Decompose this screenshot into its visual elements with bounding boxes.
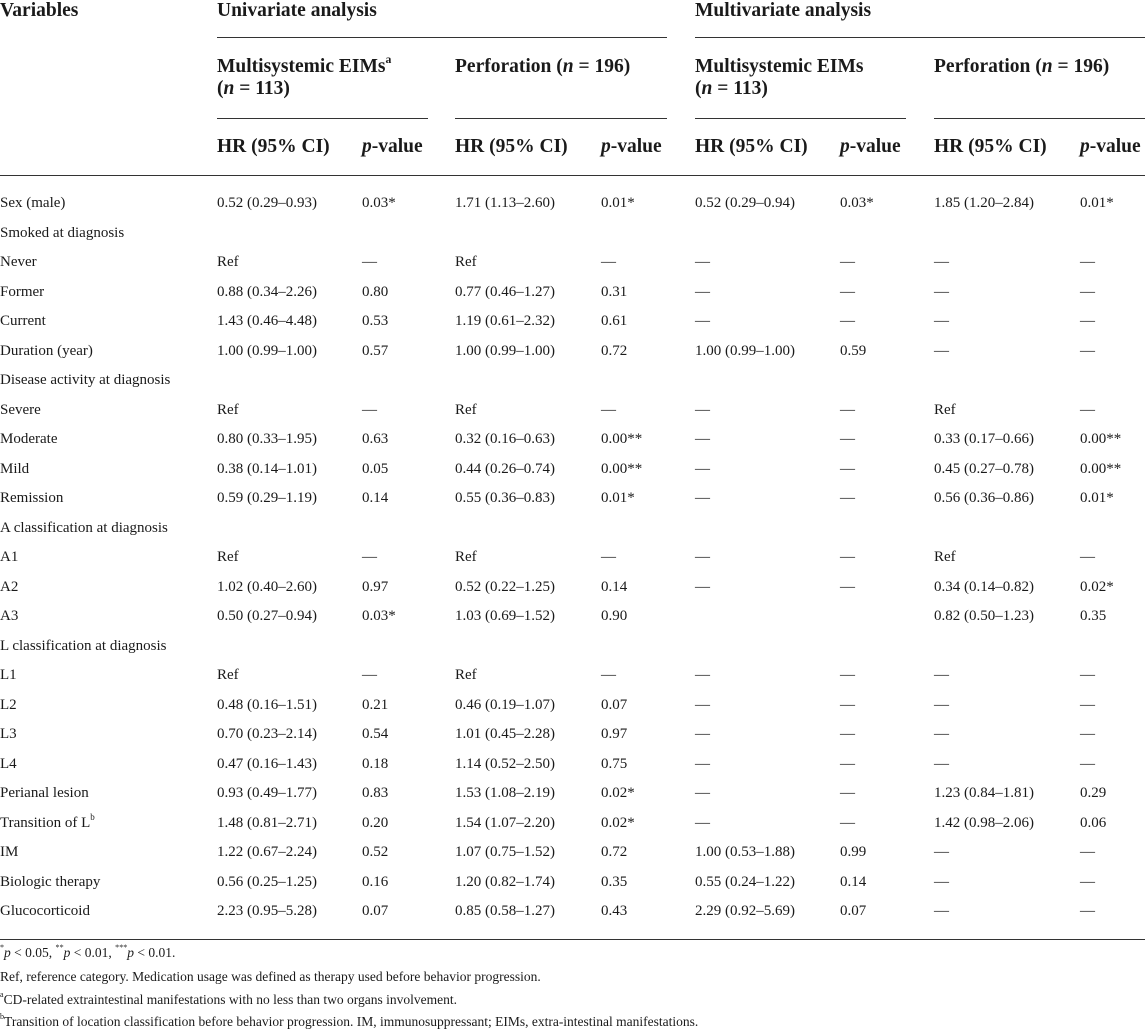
p-value-cell: —: [840, 254, 855, 270]
row-label: IM: [0, 844, 19, 860]
group-rule-3: [695, 118, 906, 119]
row-label: A3: [0, 608, 19, 624]
p-value-cell: 0.01*: [601, 195, 635, 211]
group-header-eims-multi: Multisystemic EIMs (n = 113): [695, 56, 864, 99]
hr-cell: 0.52 (0.29–0.93): [217, 195, 317, 211]
p-value-cell: 0.18: [362, 756, 389, 772]
p-value-cell: 0.14: [601, 579, 628, 595]
hr-cell: —: [934, 313, 949, 329]
p-value-cell: —: [1080, 844, 1095, 860]
p-value-cell: 0.02*: [601, 785, 635, 801]
hr-cell: Ref: [455, 549, 477, 565]
p-value-cell: —: [1080, 667, 1095, 683]
hr-cell: 0.52 (0.22–1.25): [455, 579, 555, 595]
p-value-cell: —: [601, 402, 616, 418]
p-value-cell: —: [362, 667, 377, 683]
hr-cell: 0.77 (0.46–1.27): [455, 284, 555, 300]
p-value-cell: —: [1080, 756, 1095, 772]
hr-cell: —: [934, 903, 949, 919]
footnote-ref: Ref, reference category. Medication usage was defined as therapy used before behavior progression.: [0, 969, 541, 984]
p-value-cell: —: [1080, 343, 1095, 359]
p-value-cell: —: [1080, 726, 1095, 742]
row-label: Disease activity at diagnosis: [0, 372, 171, 388]
header-bottom-rule: [0, 175, 1145, 176]
hr-cell: 1.00 (0.99–1.00): [217, 343, 317, 359]
hr-cell: —: [934, 343, 949, 359]
p-value-cell: 0.80: [362, 284, 389, 300]
group-header-perforation-uni: Perforation (n = 196): [455, 56, 631, 77]
p-value-cell: —: [362, 402, 377, 418]
footnote-significance: *p < 0.05, **p < 0.01, ***p < 0.01.: [0, 943, 176, 960]
row-label: L1: [0, 667, 17, 683]
row-label: Duration (year): [0, 343, 93, 359]
hr-cell: Ref: [455, 667, 477, 683]
row-label: Severe: [0, 402, 41, 418]
p-value-cell: 0.20: [362, 815, 389, 831]
hr-cell: 0.55 (0.36–0.83): [455, 490, 555, 506]
row-label: L4: [0, 756, 17, 772]
p-value-header: p-value: [840, 136, 901, 157]
row-label: A classification at diagnosis: [0, 520, 168, 536]
p-value-cell: 0.53: [362, 313, 389, 329]
p-value-cell: 0.59: [840, 343, 867, 359]
hr-cell: 0.34 (0.14–0.82): [934, 579, 1034, 595]
hr-cell: —: [695, 284, 710, 300]
hr-cell: 0.93 (0.49–1.77): [217, 785, 317, 801]
hr-cell: 0.44 (0.26–0.74): [455, 461, 555, 477]
hr-cell: 1.00 (0.99–1.00): [455, 343, 555, 359]
hr-cell: 1.71 (1.13–2.60): [455, 195, 555, 211]
p-value-cell: 0.75: [601, 756, 628, 772]
group-rule-2: [455, 118, 667, 119]
p-value-cell: —: [840, 402, 855, 418]
row-label: Never: [0, 254, 37, 270]
p-value-cell: 0.01*: [601, 490, 635, 506]
p-value-cell: —: [840, 549, 855, 565]
p-value-cell: 0.02*: [1080, 579, 1114, 595]
p-value-cell: 0.05: [362, 461, 389, 477]
p-value-cell: 0.97: [362, 579, 389, 595]
p-value-cell: 0.83: [362, 785, 389, 801]
row-label: Biologic therapy: [0, 874, 101, 890]
hr-cell: Ref: [217, 402, 239, 418]
hr-cell: —: [934, 254, 949, 270]
multivariate-header: Multivariate analysis: [695, 0, 872, 21]
p-value-cell: 0.07: [362, 903, 389, 919]
footnote-a: $^a$CD-related extraintestinal manifestations with no less than two organs involvement.: [0, 990, 457, 1007]
hr-cell: —: [695, 254, 710, 270]
hr-cell: Ref: [934, 402, 956, 418]
hr-cell: —: [695, 431, 710, 447]
hr-cell: 1.14 (0.52–2.50): [455, 756, 555, 772]
hr-cell: 1.22 (0.67–2.24): [217, 844, 317, 860]
group-header-perforation-multi: Perforation (n = 196): [934, 56, 1110, 77]
hr-header: HR (95% CI): [695, 136, 808, 157]
p-value-cell: —: [362, 549, 377, 565]
p-value-cell: 0.43: [601, 903, 628, 919]
hr-cell: 0.80 (0.33–1.95): [217, 431, 317, 447]
p-value-cell: 0.02*: [601, 815, 635, 831]
hr-header: HR (95% CI): [934, 136, 1047, 157]
row-label: L3: [0, 726, 17, 742]
group-rule-1: [217, 118, 428, 119]
hr-cell: 1.01 (0.45–2.28): [455, 726, 555, 742]
hr-cell: 1.03 (0.69–1.52): [455, 608, 555, 624]
p-value-cell: —: [840, 284, 855, 300]
p-value-cell: —: [1080, 903, 1095, 919]
p-value-cell: 0.03*: [362, 608, 396, 624]
p-value-cell: 0.72: [601, 844, 628, 860]
hr-cell: 1.02 (0.40–2.60): [217, 579, 317, 595]
p-value-cell: —: [362, 254, 377, 270]
p-value-cell: —: [1080, 549, 1095, 565]
variables-header: Variables: [0, 0, 79, 21]
p-value-cell: 0.01*: [1080, 195, 1114, 211]
hr-cell: —: [934, 756, 949, 772]
hr-cell: —: [934, 726, 949, 742]
hr-cell: —: [934, 844, 949, 860]
hr-cell: —: [695, 756, 710, 772]
p-value-cell: 0.21: [362, 697, 389, 713]
p-value-cell: 0.01*: [1080, 490, 1114, 506]
hr-cell: —: [695, 549, 710, 565]
p-value-cell: 0.35: [1080, 608, 1107, 624]
p-value-cell: 0.29: [1080, 785, 1107, 801]
p-value-cell: 0.16: [362, 874, 389, 890]
hr-cell: —: [695, 579, 710, 595]
group-rule-4: [934, 118, 1145, 119]
p-value-cell: —: [1080, 697, 1095, 713]
p-value-header: p-value: [601, 136, 662, 157]
hr-cell: 1.53 (1.08–2.19): [455, 785, 555, 801]
hr-cell: 1.54 (1.07–2.20): [455, 815, 555, 831]
row-label: Transition of $L^b$: [0, 811, 95, 831]
p-value-cell: 0.63: [362, 431, 389, 447]
row-label: Moderate: [0, 431, 58, 447]
univariate-rule: [217, 37, 667, 38]
p-value-cell: —: [840, 490, 855, 506]
p-value-cell: 0.14: [840, 874, 867, 890]
hr-cell: Ref: [217, 254, 239, 270]
p-value-cell: —: [840, 431, 855, 447]
row-label: L2: [0, 697, 17, 713]
hr-cell: 0.70 (0.23–2.14): [217, 726, 317, 742]
hr-cell: 2.29 (0.92–5.69): [695, 903, 795, 919]
p-value-cell: —: [840, 461, 855, 477]
p-value-cell: —: [1080, 284, 1095, 300]
row-label: Current: [0, 313, 46, 329]
p-value-cell: 0.00**: [1080, 431, 1122, 447]
row-label: L classification at diagnosis: [0, 638, 167, 654]
p-value-cell: 0.03*: [840, 195, 874, 211]
hr-cell: 0.52 (0.29–0.94): [695, 195, 795, 211]
hr-cell: Ref: [217, 549, 239, 565]
p-value-cell: —: [1080, 402, 1095, 418]
hr-cell: 0.47 (0.16–1.43): [217, 756, 317, 772]
p-value-cell: 0.03*: [362, 195, 396, 211]
p-value-cell: 0.07: [840, 903, 867, 919]
hr-cell: 1.19 (0.61–2.32): [455, 313, 555, 329]
hr-cell: —: [695, 667, 710, 683]
row-label: Mild: [0, 461, 30, 477]
hr-cell: 0.50 (0.27–0.94): [217, 608, 317, 624]
p-value-cell: —: [840, 785, 855, 801]
p-value-cell: 0.72: [601, 343, 628, 359]
p-value-cell: —: [840, 667, 855, 683]
hr-cell: —: [695, 726, 710, 742]
hr-cell: —: [695, 313, 710, 329]
p-value-cell: 0.00**: [1080, 461, 1122, 477]
row-label: Smoked at diagnosis: [0, 225, 125, 241]
p-value-cell: —: [840, 697, 855, 713]
hr-cell: 2.23 (0.95–5.28): [217, 903, 317, 919]
hr-cell: 0.46 (0.19–1.07): [455, 697, 555, 713]
p-value-cell: 0.54: [362, 726, 389, 742]
hr-cell: Ref: [455, 254, 477, 270]
p-value-cell: —: [601, 549, 616, 565]
hr-cell: —: [695, 402, 710, 418]
hr-cell: —: [695, 815, 710, 831]
hr-cell: 0.82 (0.50–1.23): [934, 608, 1034, 624]
p-value-cell: 0.99: [840, 844, 867, 860]
p-value-header: p-value: [1080, 136, 1141, 157]
hr-cell: —: [934, 284, 949, 300]
row-label: A2: [0, 579, 19, 595]
hr-cell: 0.48 (0.16–1.51): [217, 697, 317, 713]
hr-cell: 1.42 (0.98–2.06): [934, 815, 1034, 831]
p-value-cell: —: [601, 667, 616, 683]
p-value-cell: —: [840, 726, 855, 742]
hr-cell: 1.23 (0.84–1.81): [934, 785, 1034, 801]
p-value-cell: 0.14: [362, 490, 389, 506]
univariate-header: Univariate analysis: [217, 0, 377, 21]
hr-cell: —: [695, 490, 710, 506]
hr-cell: —: [934, 697, 949, 713]
row-label: Former: [0, 284, 45, 300]
p-value-cell: —: [601, 254, 616, 270]
p-value-cell: 0.07: [601, 697, 628, 713]
hr-cell: 0.59 (0.29–1.19): [217, 490, 317, 506]
hr-cell: 1.00 (0.53–1.88): [695, 844, 795, 860]
row-label: Sex (male): [0, 195, 66, 211]
hr-cell: 1.07 (0.75–1.52): [455, 844, 555, 860]
hr-cell: —: [695, 785, 710, 801]
hr-cell: 0.56 (0.36–0.86): [934, 490, 1034, 506]
table-bottom-rule: [0, 939, 1145, 940]
p-value-cell: 0.00**: [601, 431, 643, 447]
row-label: Perianal lesion: [0, 785, 89, 801]
hr-cell: —: [934, 667, 949, 683]
p-value-cell: —: [1080, 874, 1095, 890]
hr-cell: 1.48 (0.81–2.71): [217, 815, 317, 831]
hr-cell: 0.33 (0.17–0.66): [934, 431, 1034, 447]
p-value-cell: 0.90: [601, 608, 628, 624]
hr-cell: —: [934, 874, 949, 890]
footnote-b: $^b$Transition of location classification before behavior progression. IM, immunosuppressant; EIMs, extra-intestinal manifestations.: [0, 1012, 699, 1029]
hr-cell: 0.88 (0.34–2.26): [217, 284, 317, 300]
hr-header: HR (95% CI): [455, 136, 568, 157]
p-value-cell: 0.52: [362, 844, 389, 860]
hr-cell: 0.85 (0.58–1.27): [455, 903, 555, 919]
p-value-cell: 0.57: [362, 343, 389, 359]
hr-cell: —: [695, 461, 710, 477]
hr-cell: 0.32 (0.16–0.63): [455, 431, 555, 447]
hr-cell: Ref: [217, 667, 239, 683]
row-label: Remission: [0, 490, 64, 506]
hr-cell: Ref: [455, 402, 477, 418]
hr-cell: 1.85 (1.20–2.84): [934, 195, 1034, 211]
p-value-cell: 0.06: [1080, 815, 1107, 831]
row-label: Glucocorticoid: [0, 903, 90, 919]
row-label: A1: [0, 549, 19, 565]
p-value-cell: —: [840, 756, 855, 772]
p-value-cell: 0.61: [601, 313, 628, 329]
hr-cell: 0.56 (0.25–1.25): [217, 874, 317, 890]
hr-cell: 1.20 (0.82–1.74): [455, 874, 555, 890]
group-header-eims-uni: Multisystemic EIMs$^a$ (n = 113): [217, 52, 392, 99]
p-value-cell: 0.35: [601, 874, 628, 890]
p-value-cell: —: [840, 579, 855, 595]
hr-cell: 1.43 (0.46–4.48): [217, 313, 317, 329]
hr-cell: 0.55 (0.24–1.22): [695, 874, 795, 890]
p-value-cell: 0.97: [601, 726, 628, 742]
p-value-cell: —: [840, 815, 855, 831]
p-value-cell: —: [1080, 254, 1095, 270]
p-value-header: p-value: [362, 136, 423, 157]
hr-cell: —: [695, 697, 710, 713]
p-value-cell: —: [1080, 313, 1095, 329]
hr-cell: Ref: [934, 549, 956, 565]
p-value-cell: 0.31: [601, 284, 628, 300]
hr-cell: 0.45 (0.27–0.78): [934, 461, 1034, 477]
p-value-cell: —: [840, 313, 855, 329]
hr-cell: 1.00 (0.99–1.00): [695, 343, 795, 359]
p-value-cell: 0.00**: [601, 461, 643, 477]
hr-header: HR (95% CI): [217, 136, 330, 157]
multivariate-rule: [695, 37, 1145, 38]
hr-cell: 0.38 (0.14–1.01): [217, 461, 317, 477]
